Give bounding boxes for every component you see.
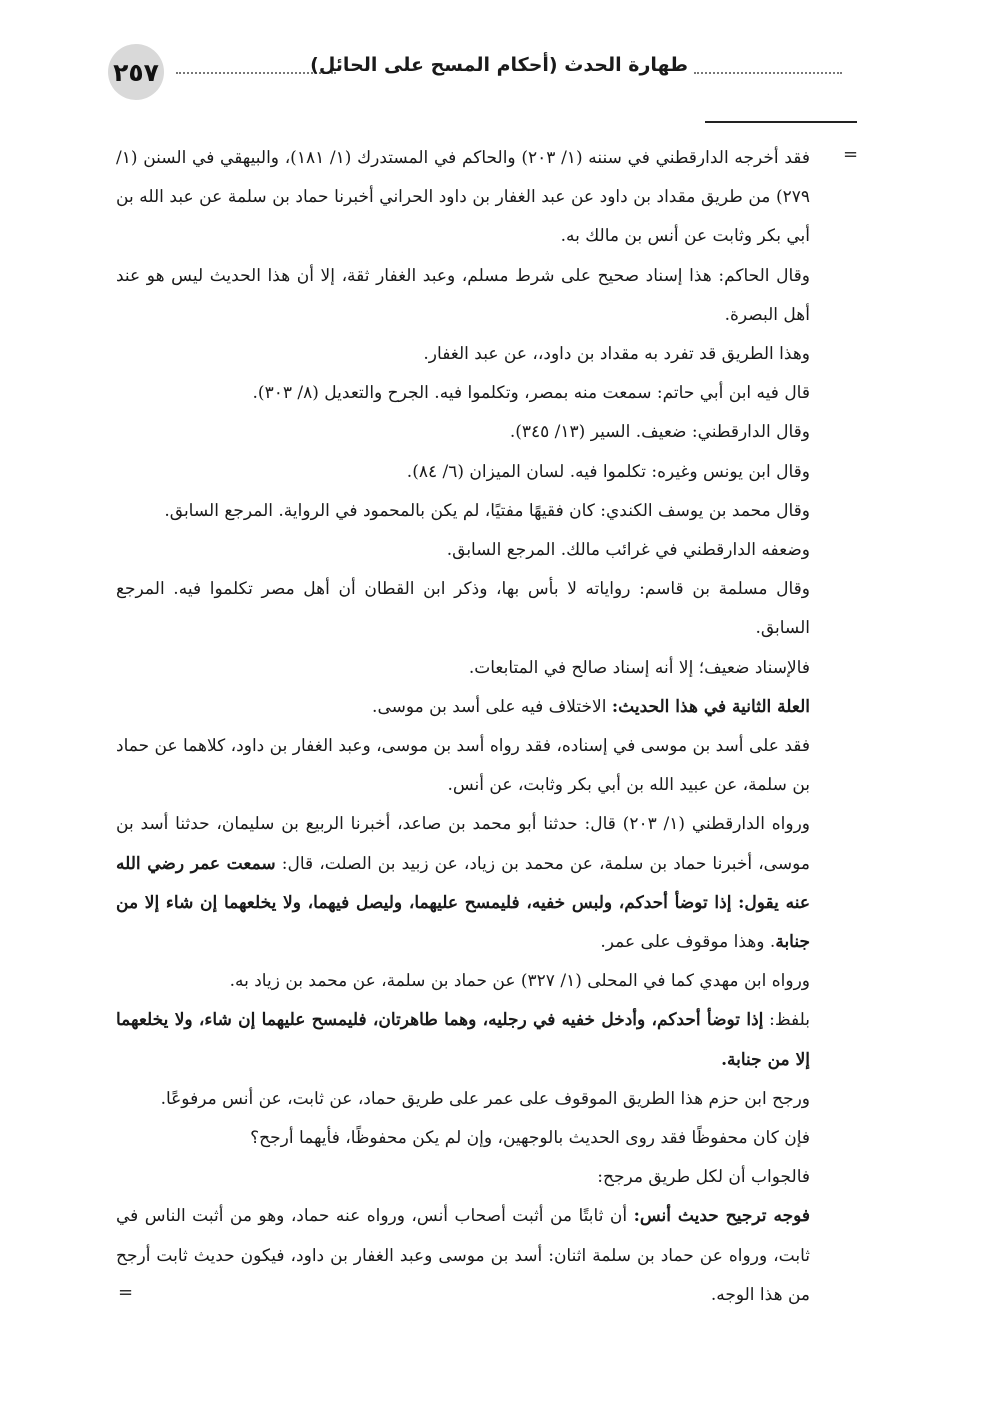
paragraph: وضعفه الدارقطني في غرائب مالك. المرجع السابق. [446, 540, 810, 561]
tarjih-text: أن ثابتًا من أثبت أصحاب أنس، ورواه عنه حماد، وهو من أثبت الناس في ثابت، ورواه عن حماد بن سلمة اثنان: أسد بن موسى وعبد الغفار بن داود، فيكون حديث ثابت أرجح من هذا الوجه. [116, 1206, 810, 1305]
paragraph: فقد على أسد بن موسى في إسناده، فقد رواه أسد بن موسى، وعبد الغفار بن داود، كلاهما عن حماد بن سلمة، عن عبيد الله بن أبي بكر وثابت، عن أنس. [116, 736, 810, 796]
paragraph: وقال محمد بن يوسف الكندي: كان فقيهًا مفتيًا، لم يكن بالمحمود في الرواية. المرجع السابق. [164, 500, 810, 521]
running-title: طهارة الحدث (أحكام المسح على الحائل) [310, 54, 688, 76]
daraqutni-text: ورواه الدارقطني (١/ ٢٠٣) قال: حدثنا أبو محمد بن صاعد، أخبرنا الربيع بن سليمان، حدثنا أسد بن موسى، أخبرنا حماد بن سلمة، عن محمد بن زياد، عن زبيد بن الصلت، قال: [116, 814, 811, 874]
lafz-quote: إذا توضأ أحدكم، وأدخل خفيه في رجليه، وهما طاهرتان، فليمسح عليهما إن شاء، ولا يخلعهما إلا من جنابة. [116, 1010, 810, 1070]
illah-paragraph [116, 688, 810, 727]
paragraph: قال فيه ابن أبي حاتم: سمعت منه بمصر، وتكلموا فيه. الجرح والتعديل (٨/ ٣٠٣). [252, 383, 810, 404]
lafz-paragraph [116, 1001, 810, 1079]
illah-heading: العلة الثانية في هذا الحديث: [611, 696, 810, 717]
page-header [0, 0, 1004, 110]
paragraph: فإن كان محفوظًا فقد روى الحديث بالوجهين، وإن لم يكن محفوظًا، فأيهما أرجح؟ [250, 1128, 810, 1149]
paragraph: وقال مسلمة بن قاسم: رواياته لا بأس بها، وذكر ابن القطان أن أهل مصر تكلموا فيه. المرجع السابق. [116, 579, 810, 639]
paragraph: ورجح ابن حزم هذا الطريق الموقوف على عمر على طريق حماد، عن ثابت، عن أنس مرفوعًا. [160, 1088, 810, 1109]
illah-text: الاختلاف فيه على أسد بن موسى. [372, 696, 612, 717]
paragraph: وهذا الطريق قد تفرد به مقداد بن داود،، عن عبد الغفار. [423, 344, 810, 365]
footnote-separator [705, 121, 857, 123]
paragraph: فالإسناد ضعيف؛ إلا أنه إسناد صالح في المتابعات. [468, 657, 810, 678]
dotted-leader-right [694, 72, 842, 74]
tarjih-paragraph [116, 1197, 810, 1315]
paragraph: وقال الدارقطني: ضعيف. السير (١٣/ ٣٤٥). [509, 422, 810, 443]
page-number: ٢٥٧ [108, 44, 164, 100]
paragraph: فالجواب أن لكل طريق مرجح: [597, 1167, 810, 1188]
paragraph: وقال الحاكم: هذا إسناد صحيح على شرط مسلم، وعبد الغفار ثقة، إلا أن هذا الحديث ليس هو عند أهل البصرة. [116, 265, 810, 325]
paragraph: وقال ابن يونس وغيره: تكلموا فيه. لسان الميزان (٦/ ٨٤). [406, 461, 810, 482]
tarjih-heading: فوجه ترجيح حديث أنس: [633, 1206, 810, 1227]
daraqutni-tail: . وهذا موقوف على عمر. [600, 932, 776, 953]
continuation-mark-top: = [843, 144, 859, 165]
paragraph: فقد أخرجه الدارقطني في سننه (١/ ٢٠٣) والحاكم في المستدرك (١/ ١٨١)، والبيهقي في السنن (١/ ٢٧٩) من طريق مقداد بن داود عن عبد الغفار بن داود الحراني أخبرنا حماد بن سلمة عن عبد الله بن أبي بكر وثابت عن أنس بن مالك به. [116, 148, 810, 247]
daraqutni-paragraph [116, 805, 810, 962]
continuation-mark-bottom: = [118, 1282, 134, 1303]
athar-quote: سمعت عمر رضي الله عنه يقول: إذا توضأ أحدكم، ولبس خفيه، فليمسح عليهما، وليصل فيهما، ولا يخلعهما إن شاء إلا من جنابة [116, 853, 810, 953]
footnote-body [116, 139, 810, 1315]
lafz-prefix: بلفظ: [763, 1010, 811, 1031]
paragraph: ورواه ابن مهدي كما في المحلى (١/ ٣٢٧) عن حماد بن سلمة، عن محمد بن زياد به. [229, 971, 810, 992]
